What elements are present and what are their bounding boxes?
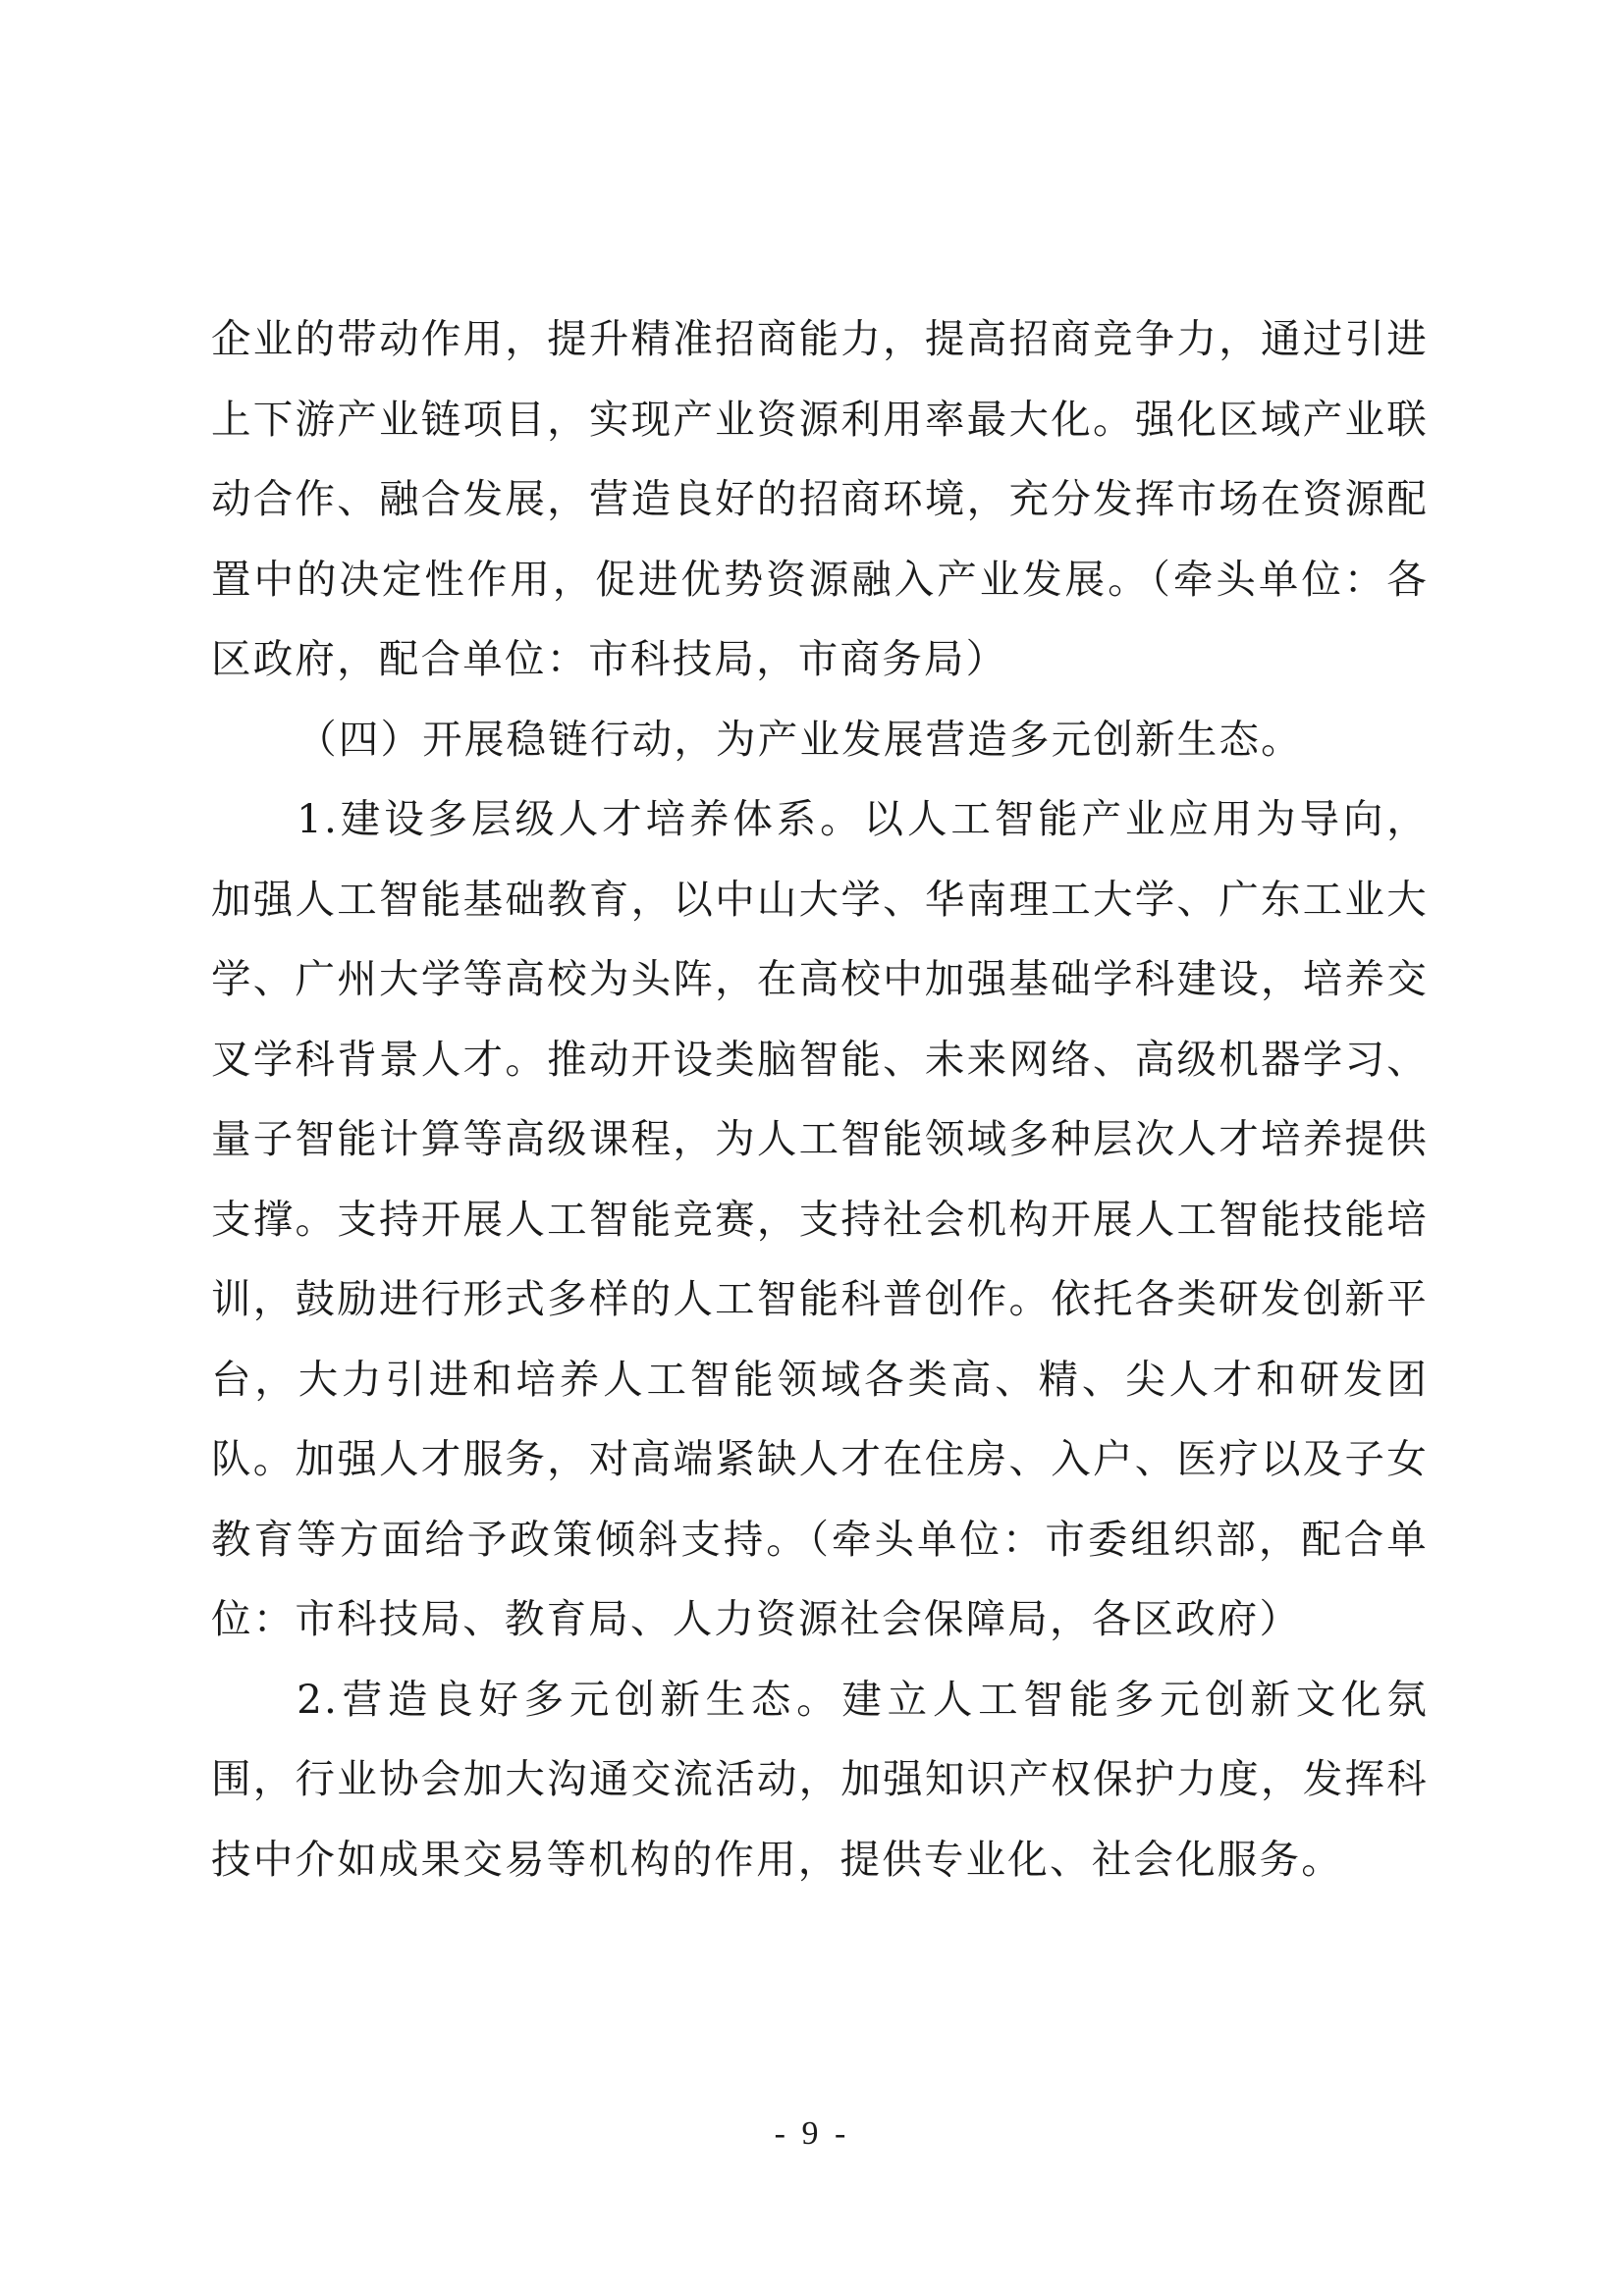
page-number: - 9 - bbox=[774, 2115, 850, 2152]
paragraph-innovation-ecosystem: 2.营造良好多元创新生态。建立人工智能多元创新文化氛围，行业协会加大沟通交流活动，加强知识产权保护力度，发挥科技中介如成果交易等机构的作用，提供专业化、社会化服务。 bbox=[211, 1675, 1429, 1883]
paragraph-investment-promotion: 企业的带动作用，提升精准招商能力，提高招商竞争力，通过引进上下游产业链项目，实现产业资源利用率最大化。强化区域产业联动合作、融合发展，营造良好的招商环境，充分发挥市场在资源配置中的决定性作用，促进优势资源融入产业发展。（牵头单位：各区政府，配合单位：市科技局，市商务局） bbox=[211, 315, 1429, 682]
paragraph-talent-cultivation: 1.建设多层级人才培养体系。以人工智能产业应用为导向，加强人工智能基础教育，以中山大学、华南理工大学、广东工业大学、广州大学等高校为头阵，在高校中加强基础学科建设，培养交叉学科背景人才。推动开设类脑智能、未来网络、高级机器学习、量子智能计算等高级课程，为人工智能领域多种层次人才培养提供支撑。支持开展人工智能竞赛，支持社会机构开展人工智能技能培训，鼓励进行形式多样的人工智能科普创作。依托各类研发创新平台，大力引进和培养人工智能领域各类高、精、尖人才和研发团队。加强人才服务，对高端紧缺人才在住房、入户、医疗以及子女教育等方面给予政策倾斜支持。（牵头单位：市委组织部，配合单位：市科技局、教育局、人力资源社会保障局，各区政府） bbox=[211, 795, 1429, 1642]
document-body bbox=[211, 299, 1429, 1899]
section-heading-stabilize-chain: （四）开展稳链行动，为产业发展营造多元创新生态。 bbox=[297, 715, 1303, 763]
